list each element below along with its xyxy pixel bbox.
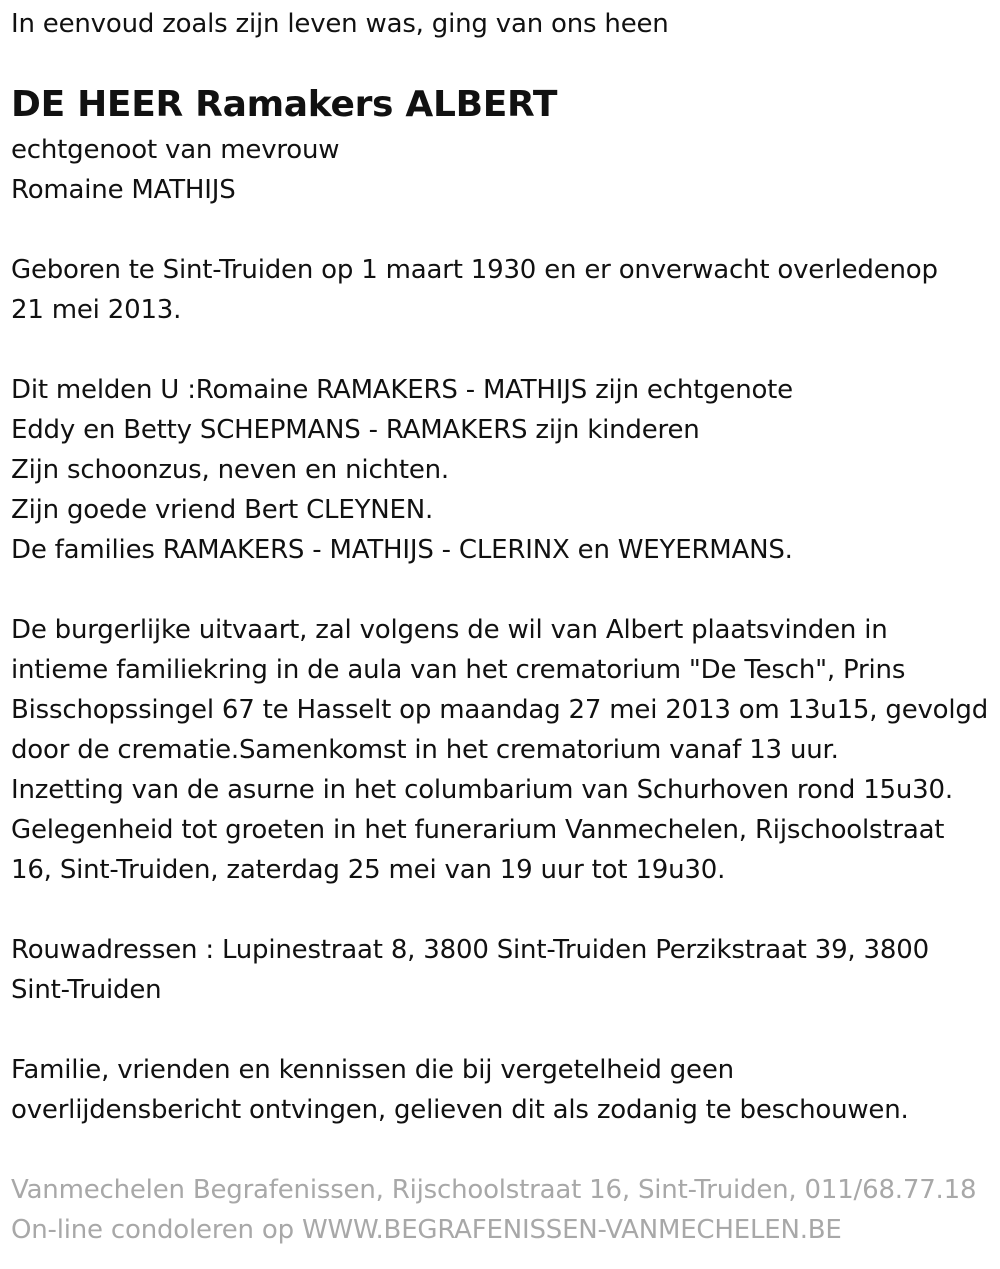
paragraph-line: Geboren te Sint-Truiden op 1 maart 1930 en er onverwacht overledenop — [11, 255, 938, 285]
spouse-line-1: echtgenoot van mevrouw — [11, 135, 340, 165]
paragraph-line: intieme familiekring in de aula van het crematorium "De Tesch", Prins — [11, 655, 906, 685]
announcer-line: Eddy en Betty SCHEPMANS - RAMAKERS zijn kinderen — [11, 415, 700, 445]
mourning-addresses — [11, 930, 996, 1010]
intro-text: In eenvoud zoals zijn leven was, ging van ons heen — [11, 9, 669, 39]
paragraph-line: Gelegenheid tot groeten in het funerarium Vanmechelen, Rijschoolstraat — [11, 815, 945, 845]
spouse-line-2: Romaine MATHIJS — [11, 175, 236, 205]
deceased-name: DE HEER Ramakers ALBERT — [11, 84, 558, 125]
paragraph-line: Familie, vrienden en kennissen die bij vergetelheid geen — [11, 1055, 734, 1085]
ceremony-paragraph — [11, 610, 996, 890]
paragraph-line: 21 mei 2013. — [11, 295, 182, 325]
paragraph-line: Sint-Truiden — [11, 975, 162, 1005]
obituary-notice — [11, 0, 996, 1250]
announcer-line: Zijn schoonzus, neven en nichten. — [11, 455, 449, 485]
funeral-home-footer — [11, 1170, 996, 1250]
paragraph-line: 16, Sint-Truiden, zaterdag 25 mei van 19 uur tot 19u30. — [11, 855, 726, 885]
footer-contact: Vanmechelen Begrafenissen, Rijschoolstraat 16, Sint-Truiden, 011/68.77.18 — [11, 1175, 977, 1205]
paragraph-line: overlijdensbericht ontvingen, gelieven dit als zodanig te beschouwen. — [11, 1095, 909, 1125]
paragraph-line: De burgerlijke uitvaart, zal volgens de wil van Albert plaatsvinden in — [11, 615, 888, 645]
paragraph-line: Bisschopssingel 67 te Hasselt op maandag 27 mei 2013 om 13u15, gevolgd — [11, 695, 989, 725]
notice-paragraph — [11, 1050, 996, 1130]
footer-condolence-link[interactable]: On-line condoleren op WWW.BEGRAFENISSEN-VANMECHELEN.BE — [11, 1215, 842, 1245]
birth-death-paragraph — [11, 250, 996, 330]
paragraph-line: Rouwadressen : Lupinestraat 8, 3800 Sint-Truiden Perzikstraat 39, 3800 — [11, 935, 929, 965]
announcer-line: De families RAMAKERS - MATHIJS - CLERINX en WEYERMANS. — [11, 535, 793, 565]
paragraph-line: Inzetting van de asurne in het columbarium van Schurhoven rond 15u30. — [11, 775, 953, 805]
announcers-list — [11, 370, 996, 570]
announcer-line: Dit melden U :Romaine RAMAKERS - MATHIJS zijn echtgenote — [11, 375, 793, 405]
announcer-line: Zijn goede vriend Bert CLEYNEN. — [11, 495, 434, 525]
paragraph-line: door de crematie.Samenkomst in het crematorium vanaf 13 uur. — [11, 735, 839, 765]
